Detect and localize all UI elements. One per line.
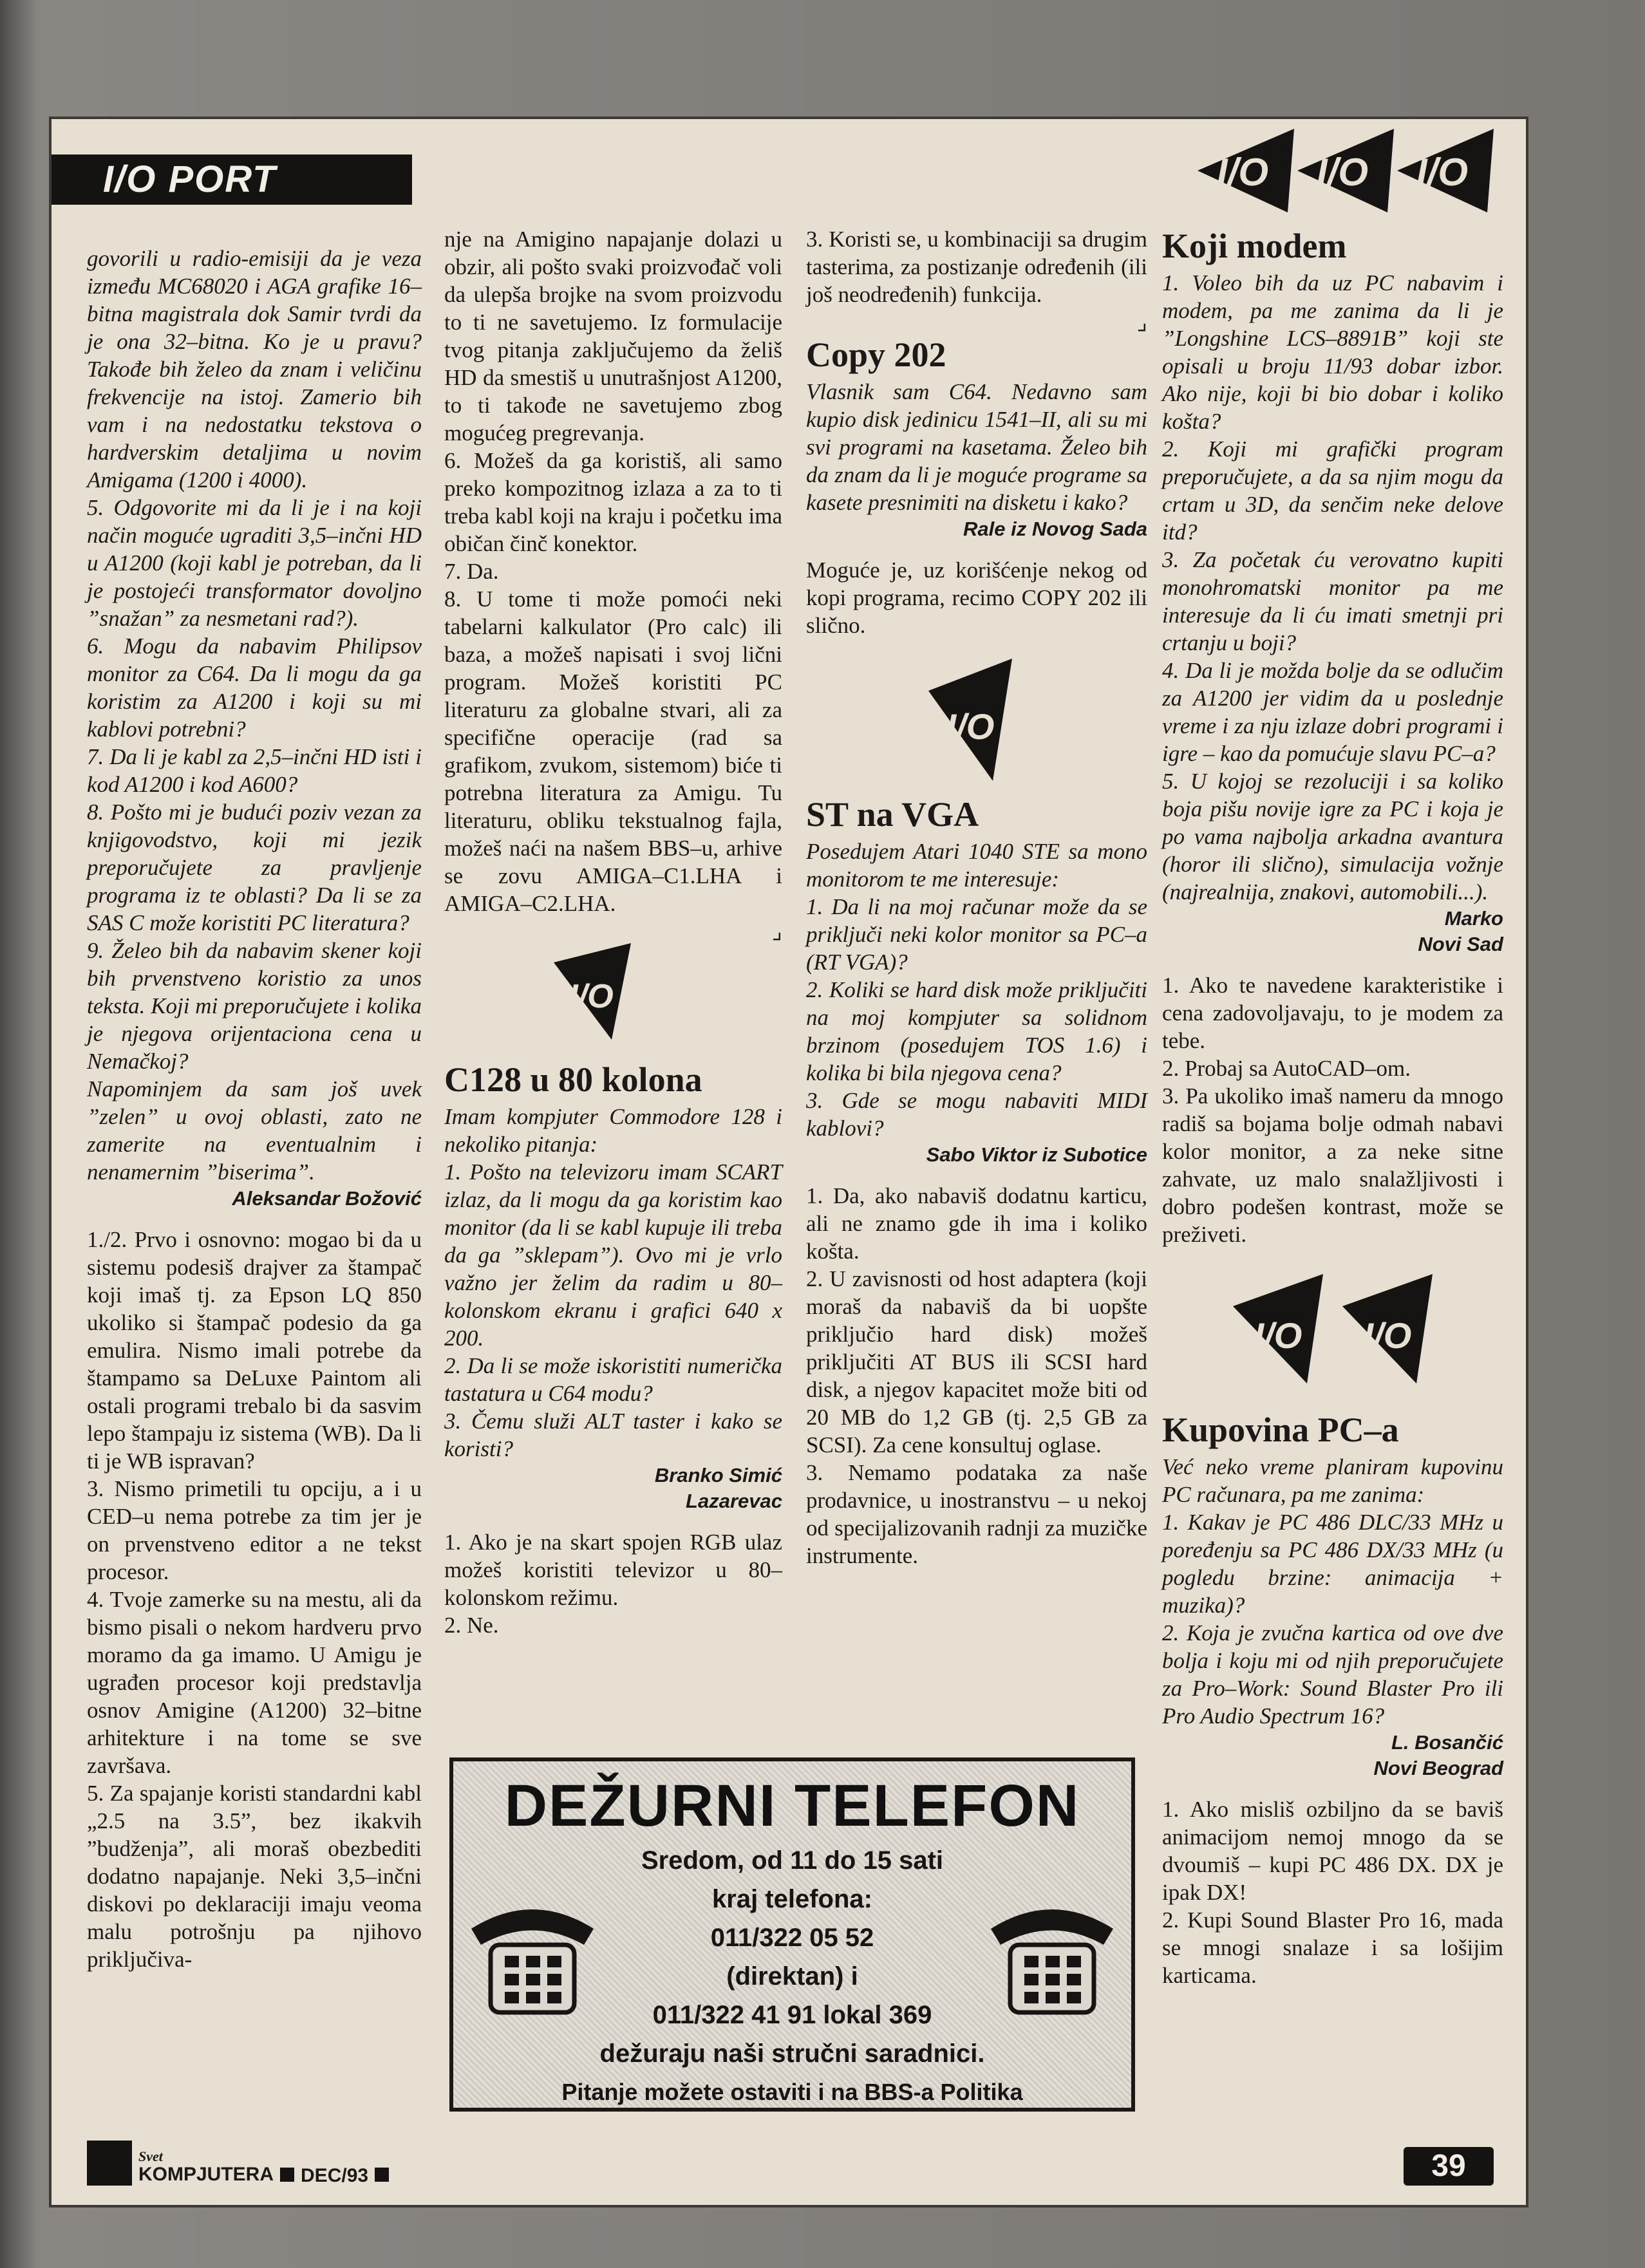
telephone-icon <box>984 1890 1120 2019</box>
io-logo-icon <box>541 943 631 1040</box>
answer-paragraph: 6. Možeš da ga koristiš, ali samo preko kompozitnog izlaza a za to ti treba kabl koji na kraju i početku ima običan činč konektor. <box>444 448 782 556</box>
answer-paragraph: 2. Probaj sa AutoCAD–om. <box>1162 1056 1411 1081</box>
article-title: Copy 202 <box>806 335 946 374</box>
ad-line: Sredom, od 11 do 15 sati <box>641 1846 944 1875</box>
answer-paragraph: 7. Da. <box>444 559 499 584</box>
letter-paragraph: 3. Gde se mogu nabaviti MIDI kablovi? <box>806 1088 1147 1141</box>
letter-paragraph: 2. Da li se može iskoristiti numerička tastatura u C64 modu? <box>444 1353 782 1406</box>
letter-signature: Marko <box>1444 907 1503 930</box>
letter-paragraph: 2. Koji mi grafički program preporučujete, a da sa njim mogu da crtam u 3D, da senčim neke delove itd? <box>1162 436 1503 545</box>
letter-signature: Branko Simić <box>654 1464 782 1486</box>
page-number: 39 <box>1404 2147 1494 2186</box>
letter-signature: Sabo Viktor iz Subotice <box>926 1143 1147 1166</box>
letter-paragraph: 1. Voleo bih da uz PC nabavim i modem, pa me zanima da li je ”Longshine LCS–8891B” koji ste opisali u broju 11/93 dobar izbor. Ako nije, koji bi bio dobar i koliko košta? <box>1162 270 1503 434</box>
answer-paragraph: 5. Za spajanje koristi standardni kabl „2.5 na 3.5”, bez ikakvih ”budženja”, ali moraš obezbediti dodatno napajanje. Neki 3,5–inčni diskovi po deklaraciji imaju veoma malu potrošnju pa njihovo priključiva- <box>87 1781 422 1972</box>
letter-signature-city: Lazarevac <box>686 1490 782 1512</box>
letter-paragraph: 3. Čemu služi ALT taster i kako se koristi? <box>444 1409 782 1461</box>
footer-brand <box>87 2141 389 2186</box>
answer-paragraph: 1. Ako je na skart spojen RGB ulaz možeš koristiti televizor u 80–kolonskom režimu. <box>444 1530 782 1610</box>
column-4 <box>1162 225 1503 1989</box>
telephone-icon <box>465 1890 600 2019</box>
ad-phone-number: 011/322 05 52 <box>710 1924 874 1952</box>
letter-signature: L. Bosančić <box>1391 1731 1503 1754</box>
letter-paragraph: Već neko vreme planiram kupovinu PC računara, pa me zanima: <box>1162 1454 1503 1507</box>
io-logo-text: I/O <box>1254 1315 1302 1356</box>
answer-paragraph: 2. Ne. <box>444 1613 499 1638</box>
io-logo-text: I/O <box>1416 151 1469 194</box>
answer-paragraph: 8. U tome ti može pomoći neki tabelarni kalkulator (Pro calc) ili baza, a možeš napisati i svoj lični program. Možeš koristiti PC literaturu za globalne stvari, ali za specifične operacije (rad sa grafikom, zvukom, sistemom) biće ti potrebna literatura za Amigu. Tu literaturu, obliku tekstualnog fajla, možeš naći na našem BBS–u, arhive se zovu AMIGA–C1.LHA i AMIGA–C2.LHA. <box>444 586 782 916</box>
letter-paragraph: Imam kompjuter Commodore 128 i nekoliko pitanja: <box>444 1104 782 1157</box>
column-1 <box>87 245 422 1973</box>
section-header: I/O PORT <box>52 155 412 205</box>
letter-paragraph: 1. Pošto na televizoru imam SCART izlaz, da li mogu da ga koristim kao monitor (da li se kabl kupuje ili treba da ga ”sklepam”). Ovo mi je vrlo važno jer želim da radim u 80–kolonskom ekranu i grafici 640 x 200. <box>444 1159 782 1351</box>
letter-paragraph: 7. Da li je kabl za 2,5–inčni HD isti i kod A1200 i kod A600? <box>87 744 422 797</box>
answer-paragraph: 1. Ako te navedene karakteristike i cena zadovoljavaju, to je modem za tebe. <box>1162 973 1503 1053</box>
footer-brand-small: Svet <box>138 2148 163 2164</box>
letter-signature-city: Novi Sad <box>1418 933 1503 955</box>
letter-paragraph: 2. Koja je zvučna kartica od ove dve bolja i koju mi od njih preporučujete za Pro–Work: Sound Blaster Pro ili Pro Audio Spectrum 16? <box>1162 1620 1503 1729</box>
io-logo-text: I/O <box>569 978 614 1015</box>
letter-paragraph: 4. Da li je možda bolje da se odlučim za A1200 jer vidim da u poslednje vreme i za nju izlaze dobri programi i igre – kao da pomućuje slavu PC–a? <box>1162 658 1503 766</box>
answer-paragraph: 3. Koristi se, u kombinaciji sa drugim tasterima, za postizanje određenih (ili još neodređenih) funkcija. <box>806 227 1147 307</box>
letter-paragraph: 6. Mogu da nabavim Philipsov monitor za C64. Da li mogu da ga koristim za A1200 i koji su mi kablovi potrebni? <box>87 633 422 742</box>
io-logo-text: I/O <box>1216 151 1269 194</box>
answer-paragraph: 3. Nismo primetili tu opciju, a i u CED–u nema potrebe za tim jer je on prvenstveno editor a ne tekst procesor. <box>87 1476 422 1584</box>
hotline-ad <box>449 1757 1135 2112</box>
letter-paragraph: Posedujem Atari 1040 STE sa mono monitorom te me interesuje: <box>806 839 1147 892</box>
footer-block <box>87 2141 132 2186</box>
io-logo-icon <box>1198 129 1294 212</box>
magazine-page <box>52 119 1526 2205</box>
answer-paragraph: Moguće je, uz korišćenje nekog od kopi programa, recimo COPY 202 ili slično. <box>806 558 1147 638</box>
ad-title: DEŽURNI TELEFON <box>504 1773 1080 1839</box>
letter-signature-city: Novi Beograd <box>1373 1757 1503 1779</box>
answer-paragraph: 3. Nemamo podataka za naše prodavnice, u inostranstvu – u nekoj od specijalizovanih radnji za muzičke instrumente. <box>806 1460 1147 1568</box>
end-mark: ⌟ <box>771 919 782 944</box>
footer-magazine-name: KOMPJUTERA <box>138 2164 274 2185</box>
letter-signature: Aleksandar Božović <box>232 1187 422 1210</box>
letter-paragraph: 1. Da li na moj računar može da se priključi neki kolor monitor sa PC–a (RT VGA)? <box>806 894 1147 975</box>
answer-paragraph: 1./2. Prvo i osnovno: mogao bi da u sistemu podesiš drajver za štampač koji imaš tj. za Epson LQ 850 ukoliko si štampač podesio da ga emulira. Nismo imali potrebe da štampamo sa DeLuxe Paintom ali ostali programi trebalo bi da sasvim lepo štampaju iz sistema (WB). Da li ti je WB ispravan? <box>87 1227 422 1474</box>
ad-line: dežuraju naši stručni saradnici. <box>599 2039 985 2068</box>
letter-paragraph: Vlasnik sam C64. Nedavno sam kupio disk jedinicu 1541–II, ali su mi svi programi na kasetama. Želeo bih da znam da li je moguće programe sa kasete presnimiti na disketu i kako? <box>806 379 1147 515</box>
answer-paragraph: nje na Amigino napajanje dolazi u obzir, ali pošto svaki proizvođač voli da ulepša brojke na svom proizvodu to ti ne savetujemo. Iz formulacije tvog pitanja zaključujemo da želiš HD da smestiš u unutrašnjost A1200, to ti takođe ne savetujemo zbog mogućeg pregrevanja. <box>444 227 782 445</box>
ad-line: kraj telefona: <box>712 1885 872 1913</box>
io-logo-icon <box>1336 1274 1433 1383</box>
io-logo-icon <box>1397 129 1494 212</box>
answer-paragraph: 2. U zavisnosti od host adaptera (koji moraš da nabaviš da bi uopšte priključio hard disk) možeš priključiti AT BUS ili SCSI hard disk, a njegov kapacitet može biti od 20 MB do 1,2 GB (tj. 2,5 GB za SCSI). Za cene konsultuj oglase. <box>806 1266 1147 1457</box>
letter-paragraph: 8. Pošto mi je budući poziv vezan za knjigovodstvo, koji mi jezik preporučujete za pravljenje programa iz te oblasti? Da li se za SAS C može koristiti PC literatura? <box>87 800 422 935</box>
answer-paragraph: 3. Pa ukoliko imaš nameru da mnogo radiš sa bojama bolje odmah nabavi kolor monitor, a za neke sitne zahvate, uz malo snalažljivosti i dobro podešen kontrast, može se preživeti. <box>1162 1083 1503 1247</box>
letter-paragraph: 5. Odgovorite mi da li je i na koji način moguće ugraditi 3,5–inčni HD u A1200 (koji kabl je potreban, da li je postojeći transformator dovoljno ”snažan” za nesmetani rad?). <box>87 495 422 631</box>
answer-paragraph: 4. Tvoje zamerke su na mestu, ali da bismo pisali o nekom hardveru prvo moramo da ga imamo. U Amigu je ugrađen procesor koji predstavlja osnov Amigine (A1200) 32–bitne arhitekture i na tome se sve završava. <box>87 1587 422 1778</box>
answer-paragraph: 1. Da, ako nabaviš dodatnu karticu, ali ne znamo gde ih ima i koliko košta. <box>806 1183 1147 1264</box>
answer-paragraph: 2. Kupi Sound Blaster Pro 16, mada se mnogi snalaze i sa lošijim karticama. <box>1162 1907 1503 1988</box>
io-logo-text: I/O <box>1363 1315 1412 1356</box>
letter-paragraph: 2. Koliki se hard disk može priključiti na moj kompjuter sa solidnom brzinom (posedujem TOS 1.6) i kolika bi bila njegova cena? <box>806 977 1147 1085</box>
column-2 <box>444 225 782 1639</box>
letter-paragraph: 9. Želeo bih da nabavim skener koji bih prvenstveno koristio za unos teksta. Koji mi preporučujete i kolika je njegova orijentaciona cena u Nemačkoj? <box>87 938 422 1074</box>
io-logo-text: I/O <box>946 706 995 747</box>
ad-line: (direktan) i <box>726 1962 858 1991</box>
letter-paragraph: 1. Kakav je PC 486 DLC/33 MHz u poređenju sa PC 486 DX/33 MHz (u pogledu brzine: animacija + muzika)? <box>1162 1510 1503 1618</box>
letter-paragraph: 5. U kojoj se rezoluciji i sa koliko boja pišu novije igre za PC i koja je po vama najbolja arkadna avantura (horor ili slično), simulacija vožnje (najrealnija, znakovi, automobili...). <box>1162 769 1503 904</box>
letter-paragraph: govorili u radio-emisiji da je veza između MC68020 i AGA grafike 16–bitna magistrala dok Samir tvrdi da je ona 32–bitna. Ko je u pravu? Takođe bih želeo da znam i veličinu frekvencije na istoj. Zamerio bih vam i na nedostatku tekstova o hardverskim detaljima u novim Amigama (1200 i 4000). <box>87 246 422 492</box>
io-logo-icon <box>1227 1274 1323 1383</box>
footer-issue: DEC/93 <box>301 2165 369 2186</box>
io-logo-icon <box>916 659 1012 781</box>
article-title: C128 u 80 kolona <box>444 1060 702 1099</box>
letter-paragraph: 3. Za početak ću verovatno kupiti monohromatski monitor pa me interesuje da li ću imati smetnji pri crtanju u boji? <box>1162 547 1503 655</box>
column-3 <box>806 225 1147 1570</box>
answer-paragraph: 1. Ako misliš ozbiljno da se baviš animacijom nemoj mnogo da se dvoumiš – kupi PC 486 DX. DX je ipak DX! <box>1162 1797 1503 1905</box>
io-logo-icon <box>1297 129 1394 212</box>
ad-line: Pitanje možete ostaviti i na BBS-a Politika <box>561 2079 1023 2105</box>
ad-phone-number: 011/322 41 91 lokal 369 <box>652 2001 932 2029</box>
article-title: Koji modem <box>1162 227 1347 265</box>
article-title: Kupovina PC–a <box>1162 1410 1399 1449</box>
end-mark: ⌟ <box>1136 310 1147 335</box>
letter-signature: Rale iz Novog Sada <box>963 518 1147 540</box>
article-title: ST na VGA <box>806 795 979 834</box>
io-logo-text: I/O <box>1316 151 1369 194</box>
letter-paragraph: Napominjem da sam još uvek ”zelen” u ovoj oblasti, zato ne zamerite na eventualnim i nenamernim ”biserima”. <box>87 1076 422 1185</box>
